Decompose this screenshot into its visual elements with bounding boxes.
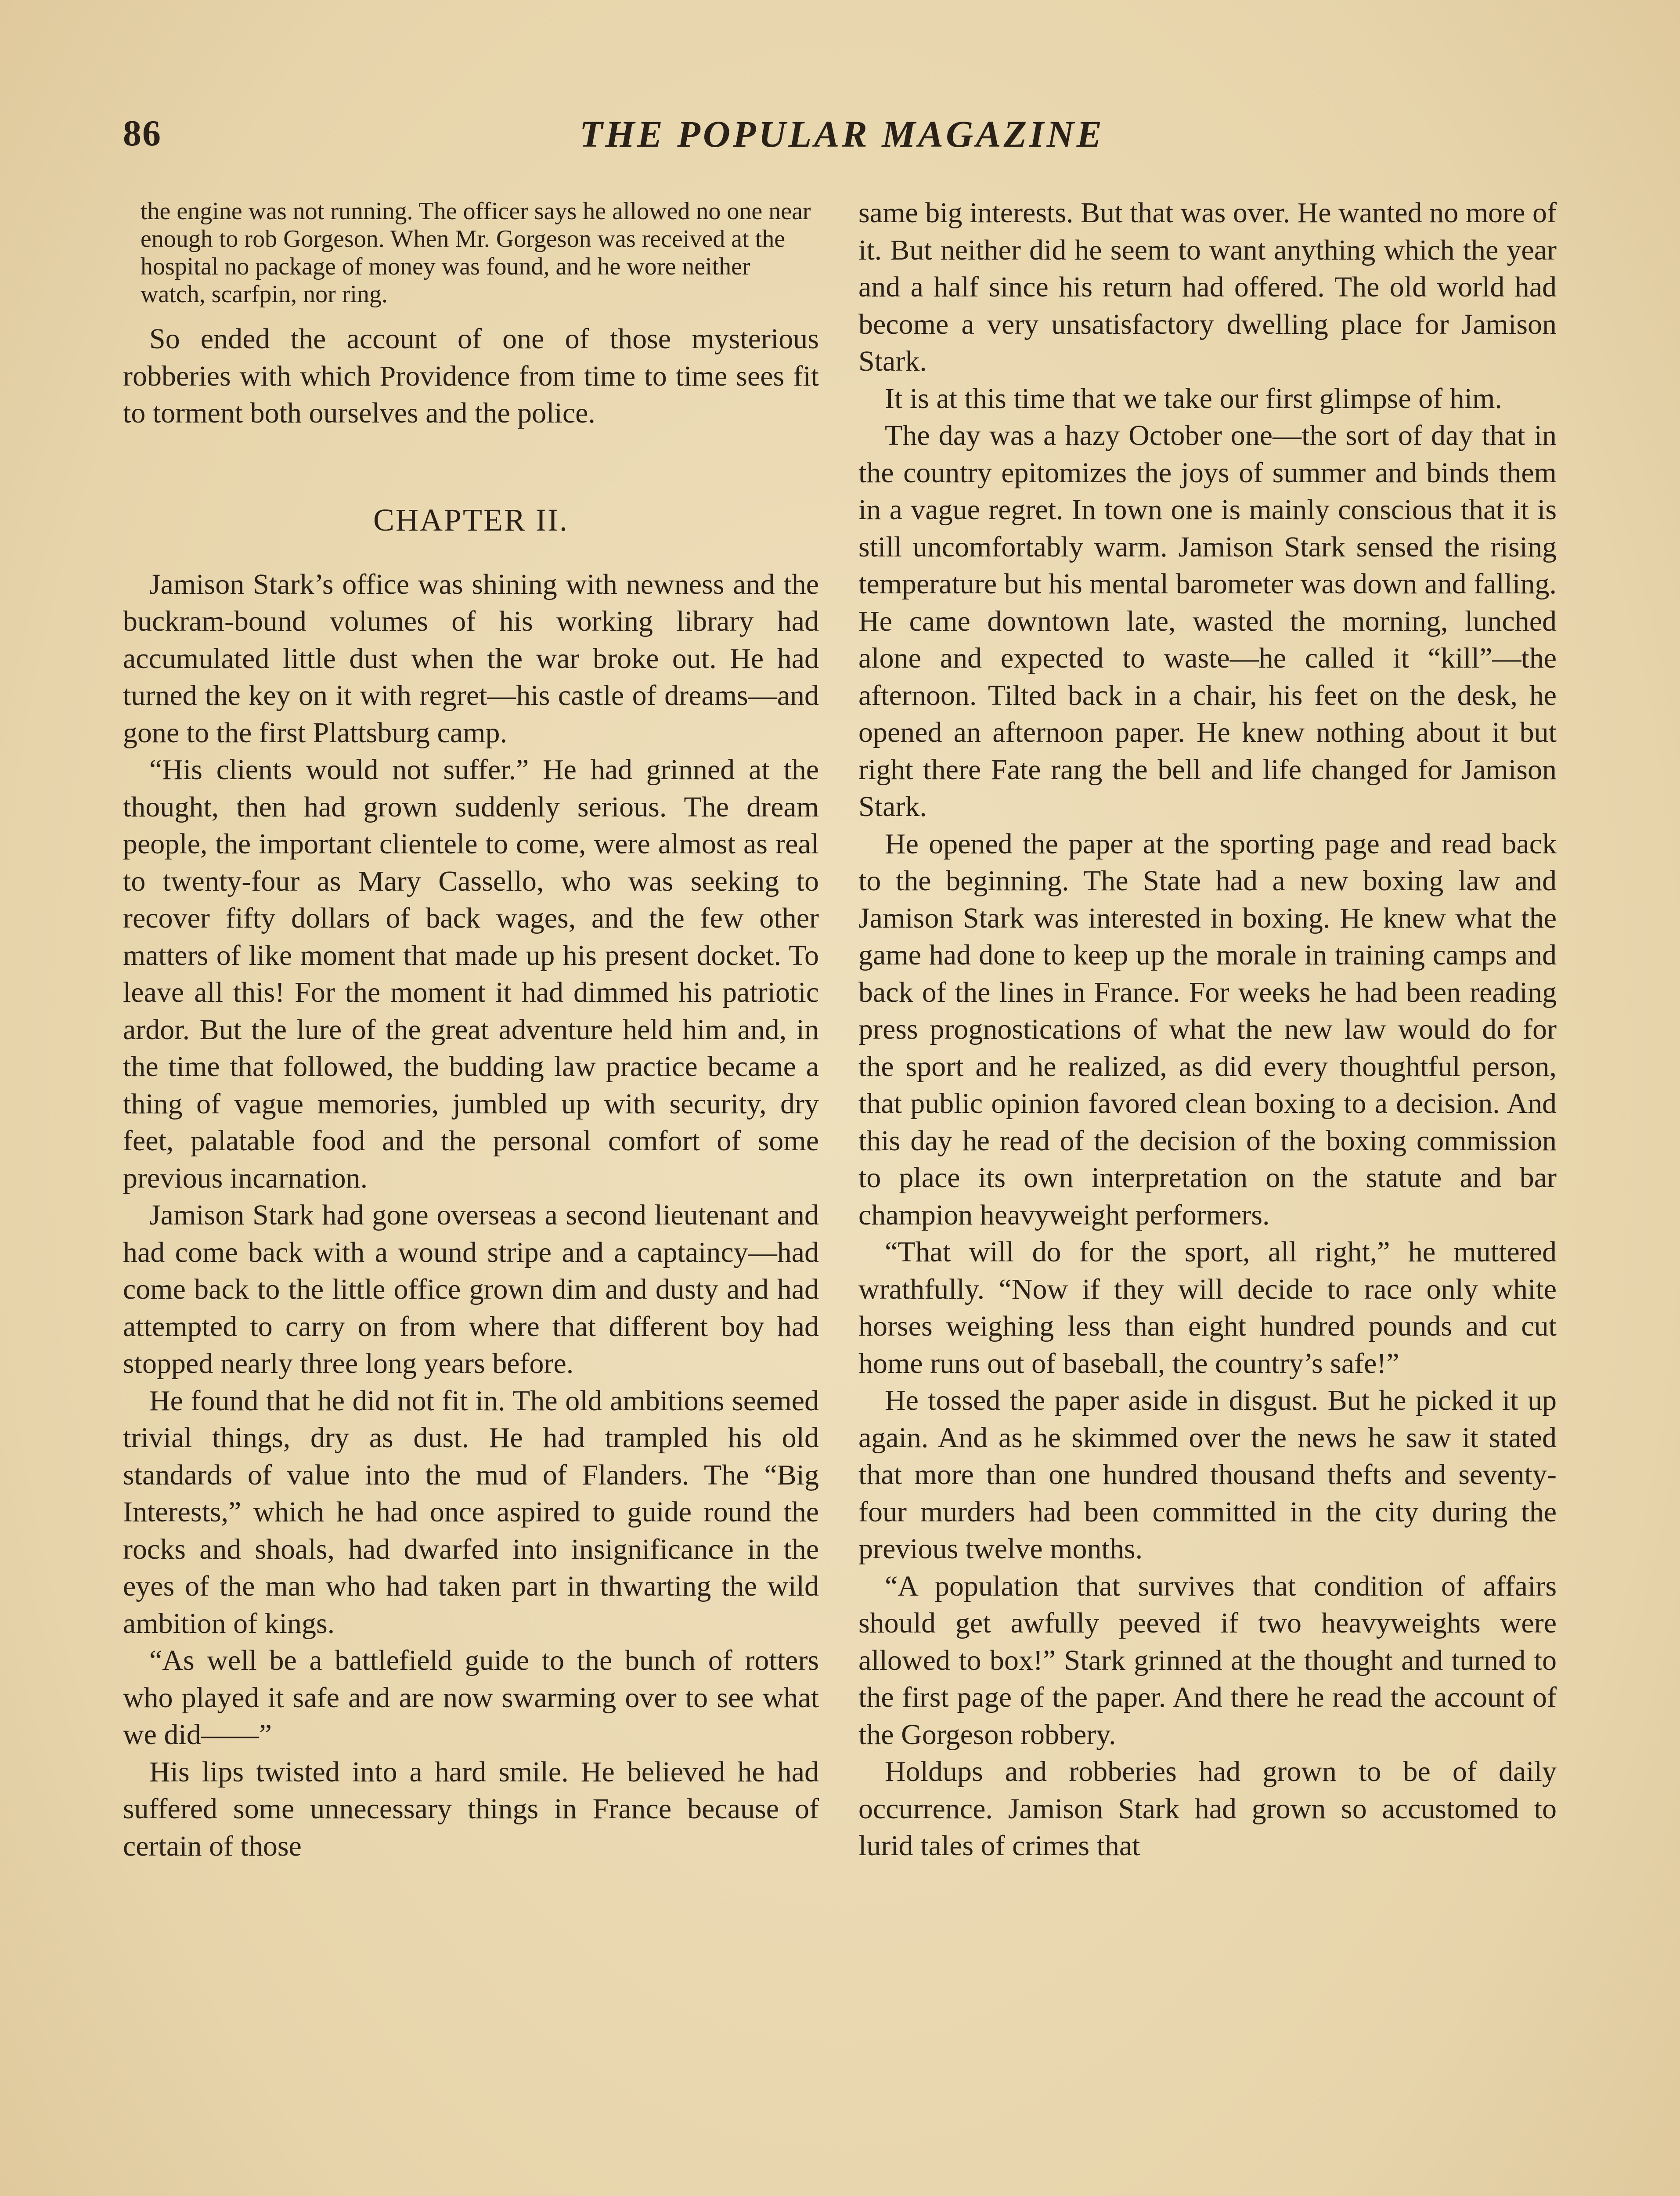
paragraph: His lips twisted into a hard smile. He believed he had suffered some unnecessary things in France because of certain of those <box>123 1755 819 1862</box>
right-column <box>858 195 1557 1865</box>
running-title: THE POPULAR MAGAZINE <box>580 113 1105 155</box>
page-header <box>123 112 1554 160</box>
paragraph: He found that he did not fit in. The old ambitions seemed trivial things, dry as dust. He had trampled his old standards of value into the mud of Flanders. The “Big Interests,” which he had once aspired to guide round the rocks and shoals, had dwarfed into insignificance in the eyes of the man who had taken part in thwarting the wild ambition of kings. <box>123 1384 819 1640</box>
paragraph: “His clients would not suffer.” He had grinned at the thought, then had grown suddenly serious. The dream people, the important clientele to come, were almost as real to twenty-four as Mary Cassello, who was seeking to recover fifty dollars of back wages, and the few other matters of like moment that made up his present docket. To leave all this! For the moment it had dimmed his patriotic ardor. But the lure of the great adventure held him and, in the time that followed, the budding law practice became a thing of vague memories, jumbled up with security, dry feet, palatable food and the personal comfort of some previous incarnation. <box>123 754 819 1194</box>
left-column <box>123 198 819 1865</box>
paragraph: “As well be a battlefield guide to the bunch of rotters who played it safe and are now swarming over to see what we did——” <box>123 1644 819 1751</box>
paragraph: “That will do for the sport, all right,” he muttered wrathfully. “Now if they will decide to race only white horses weighing less than eight hundred pounds and cut home runs out of baseball, the country’s safe!” <box>858 1236 1557 1380</box>
paragraph: Jamison Stark had gone overseas a second lieutenant and had come back with a wound stripe and a captaincy—had come back to the little office grown dim and dusty and had attempted to carry on from where that different boy had stopped nearly three long years before. <box>123 1199 819 1380</box>
continued-paragraph: same big interests. But that was over. He wanted no more of it. But neither did he seem to want anything which the year and a half since his return had offered. The old world had become a very unsatisfactory dwelling place for Jamison Stark. <box>858 197 1557 377</box>
paragraph: Holdups and robberies had grown to be of daily occurrence. Jamison Stark had grown so accustomed to lurid tales of crimes that <box>858 1755 1557 1862</box>
paragraph: Jamison Stark’s office was shining with newness and the buckram-bound volumes of his working library had accumulated little dust when the war broke out. He had turned the key on it with regret—his castle of dreams—and gone to the first Plattsburg camp. <box>123 568 819 749</box>
page-number: 86 <box>123 113 162 154</box>
paragraph: It is at this time that we take our first glimpse of him. <box>885 382 1502 415</box>
quoted-excerpt: the engine was not running. The officer says he allowed no one near enough to rob Gorgeson. When Mr. Gorgeson was received at the hospital no package of money was found, and he wore neither watch, scarfpin, nor ring. <box>141 198 811 308</box>
paragraph: “A population that survives that condition of affairs should get awfully peeved if two heavyweights were allowed to box!” Stark grinned at the thought and turned to the first page of the paper. And there he read the account of the Gorgeson robbery. <box>858 1570 1557 1751</box>
chapter-heading: CHAPTER II. <box>373 502 569 538</box>
paragraph: So ended the account of one of those mysterious robberies with which Providence from time to time sees fit to torment both ourselves and the police. <box>123 323 819 429</box>
paragraph: The day was a hazy October one—the sort of day that in the country epitomizes the joys of summer and binds them in a vague regret. In town one is mainly conscious that it is still uncomfortably warm. Jamison Stark sensed the rising temperature but his mental barometer was down and falling. He came downtown late, wasted the morning, lunched alone and expected to waste—he called it “kill”—the afternoon. Tilted back in a chair, his feet on the desk, he opened an afternoon paper. He knew nothing about it but right there Fate rang the bell and life changed for Jamison Stark. <box>858 419 1557 823</box>
paragraph: He opened the paper at the sporting page and read back to the beginning. The State had a new boxing law and Jamison Stark was interested in boxing. He knew what the game had done to keep up the morale in training camps and back of the lines in France. For weeks he had been reading press prognostications of what the new law would do for the sport and he realized, as did every thoughtful person, that public opinion favored clean boxing to a decision. And this day he read of the decision of the boxing commission to place its own interpretation on the statute and bar champion heavyweight performers. <box>858 827 1557 1231</box>
paragraph: He tossed the paper aside in disgust. But he picked it up again. And as he skimmed over the news he saw it stated that more than one hundred thousand thefts and seventy-four murders had been committed in the city during the previous twelve months. <box>858 1384 1557 1565</box>
